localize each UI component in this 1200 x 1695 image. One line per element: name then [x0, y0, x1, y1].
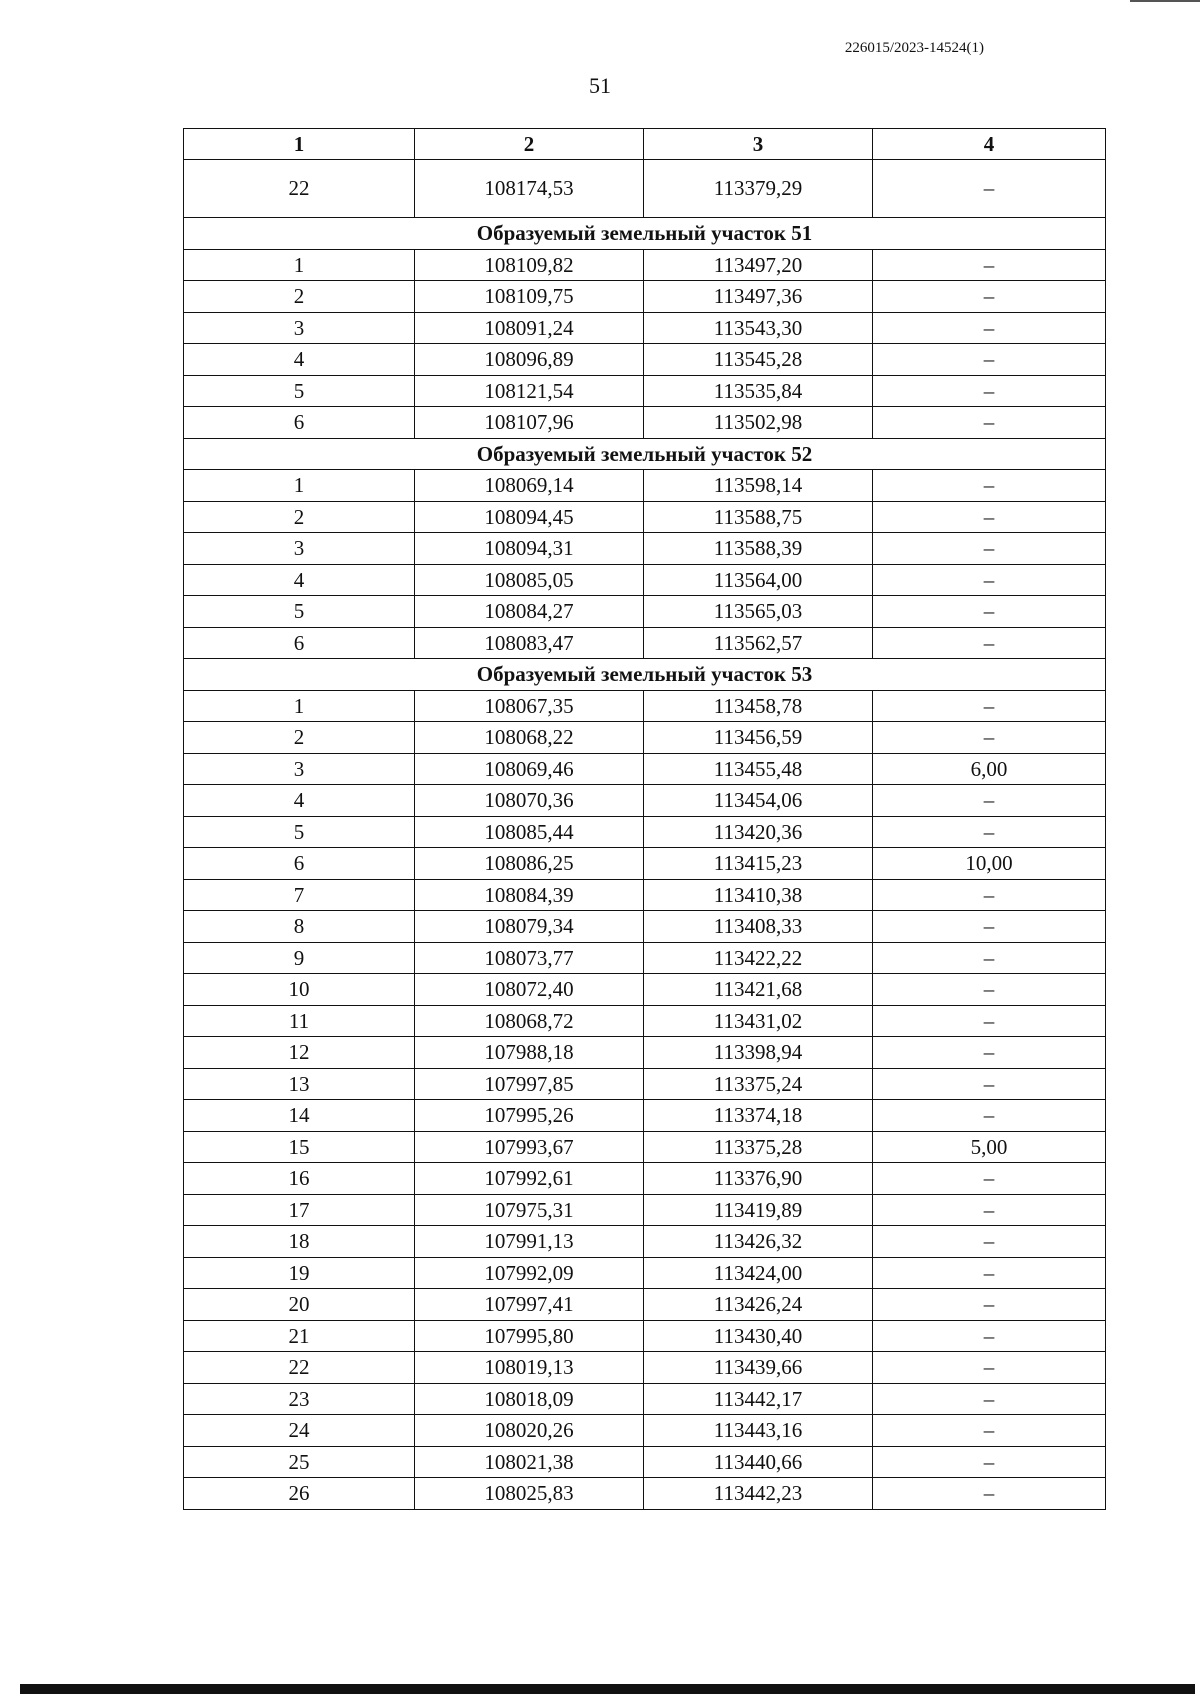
- point-number: 14: [184, 1100, 415, 1132]
- point-number: 10: [184, 974, 415, 1006]
- radius-value: –: [873, 1005, 1106, 1037]
- table-row: [184, 407, 1106, 439]
- radius-value: –: [873, 564, 1106, 596]
- coordinate-x: 108091,24: [415, 312, 644, 344]
- table-row: [184, 1289, 1106, 1321]
- table-row: [184, 722, 1106, 754]
- radius-value: –: [873, 1100, 1106, 1132]
- coordinate-y: 113421,68: [644, 974, 873, 1006]
- point-number: 3: [184, 533, 415, 565]
- coordinate-y: 113443,16: [644, 1415, 873, 1447]
- column-header: 2: [415, 129, 644, 160]
- table-row: [184, 690, 1106, 722]
- table-row: [184, 911, 1106, 943]
- coordinate-x: 108018,09: [415, 1383, 644, 1415]
- coordinate-x: 108079,34: [415, 911, 644, 943]
- table-row: [184, 974, 1106, 1006]
- point-number: 8: [184, 911, 415, 943]
- table-row: [184, 533, 1106, 565]
- coordinate-x: 108084,39: [415, 879, 644, 911]
- point-number: 18: [184, 1226, 415, 1258]
- radius-value: –: [873, 1037, 1106, 1069]
- table-row: [184, 1415, 1106, 1447]
- coordinate-y: 113442,23: [644, 1478, 873, 1510]
- coordinate-y: 113408,33: [644, 911, 873, 943]
- radius-value: –: [873, 312, 1106, 344]
- coordinate-x: 108174,53: [415, 160, 644, 218]
- radius-value: –: [873, 1163, 1106, 1195]
- radius-value: –: [873, 249, 1106, 281]
- coordinate-x: 108085,44: [415, 816, 644, 848]
- table-row: [184, 1163, 1106, 1195]
- coordinate-x: 108020,26: [415, 1415, 644, 1447]
- table-row: [184, 344, 1106, 376]
- radius-value: –: [873, 1068, 1106, 1100]
- section-title: Образуемый земельный участок 53: [184, 659, 1106, 691]
- radius-value: –: [873, 785, 1106, 817]
- table-row: [184, 753, 1106, 785]
- coordinate-x: 108021,38: [415, 1446, 644, 1478]
- radius-value: –: [873, 974, 1106, 1006]
- coordinate-x: 107991,13: [415, 1226, 644, 1258]
- point-number: 17: [184, 1194, 415, 1226]
- radius-value: –: [873, 1415, 1106, 1447]
- table-row: [184, 1320, 1106, 1352]
- table-row: [184, 1446, 1106, 1478]
- scan-mark: [1130, 0, 1200, 2]
- point-number: 6: [184, 848, 415, 880]
- coordinate-x: 107997,41: [415, 1289, 644, 1321]
- point-number: 9: [184, 942, 415, 974]
- coordinate-y: 113564,00: [644, 564, 873, 596]
- point-number: 2: [184, 722, 415, 754]
- radius-value: –: [873, 690, 1106, 722]
- table-row: [184, 1068, 1106, 1100]
- point-number: 15: [184, 1131, 415, 1163]
- page-number: 51: [589, 73, 611, 98]
- point-number: 1: [184, 690, 415, 722]
- coordinate-x: 108069,14: [415, 470, 644, 502]
- radius-value: –: [873, 1226, 1106, 1258]
- table-row: [184, 1352, 1106, 1384]
- point-number: 23: [184, 1383, 415, 1415]
- table-row: [184, 312, 1106, 344]
- coordinate-y: 113375,28: [644, 1131, 873, 1163]
- coordinate-y: 113419,89: [644, 1194, 873, 1226]
- column-header: 4: [873, 129, 1106, 160]
- radius-value: –: [873, 470, 1106, 502]
- table-row: [184, 1005, 1106, 1037]
- coordinate-x: 108068,22: [415, 722, 644, 754]
- section-title: Образуемый земельный участок 52: [184, 438, 1106, 470]
- table-row: [184, 470, 1106, 502]
- coordinate-x: 108096,89: [415, 344, 644, 376]
- coordinate-x: 108109,82: [415, 249, 644, 281]
- coordinate-x: 107975,31: [415, 1194, 644, 1226]
- point-number: 2: [184, 281, 415, 313]
- coordinate-x: 108109,75: [415, 281, 644, 313]
- radius-value: –: [873, 1446, 1106, 1478]
- coordinate-y: 113424,00: [644, 1257, 873, 1289]
- coordinate-y: 113565,03: [644, 596, 873, 628]
- coordinate-x: 108069,46: [415, 753, 644, 785]
- point-number: 19: [184, 1257, 415, 1289]
- radius-value: –: [873, 1289, 1106, 1321]
- radius-value: –: [873, 816, 1106, 848]
- radius-value: –: [873, 1478, 1106, 1510]
- radius-value: –: [873, 1383, 1106, 1415]
- coordinate-y: 113420,36: [644, 816, 873, 848]
- coordinate-y: 113543,30: [644, 312, 873, 344]
- coordinate-x: 107995,26: [415, 1100, 644, 1132]
- radius-value: –: [873, 1257, 1106, 1289]
- coordinate-y: 113422,22: [644, 942, 873, 974]
- point-number: 4: [184, 564, 415, 596]
- point-number: 22: [184, 160, 415, 218]
- coordinate-y: 113598,14: [644, 470, 873, 502]
- point-number: 22: [184, 1352, 415, 1384]
- coordinate-x: 108121,54: [415, 375, 644, 407]
- coordinate-y: 113426,24: [644, 1289, 873, 1321]
- radius-value: –: [873, 160, 1106, 218]
- radius-value: –: [873, 722, 1106, 754]
- section-header-row: [184, 659, 1106, 691]
- coordinate-y: 113458,78: [644, 690, 873, 722]
- radius-value: –: [873, 1352, 1106, 1384]
- table-row: [184, 249, 1106, 281]
- point-number: 6: [184, 407, 415, 439]
- section-header-row: [184, 218, 1106, 250]
- coordinate-y: 113442,17: [644, 1383, 873, 1415]
- coordinate-x: 107993,67: [415, 1131, 644, 1163]
- coordinate-y: 113374,18: [644, 1100, 873, 1132]
- coordinate-x: 108073,77: [415, 942, 644, 974]
- radius-value: –: [873, 911, 1106, 943]
- section-title: Образуемый земельный участок 51: [184, 218, 1106, 250]
- coordinate-x: 108107,96: [415, 407, 644, 439]
- coordinate-x: 107992,61: [415, 1163, 644, 1195]
- section-header-row: [184, 438, 1106, 470]
- radius-value: –: [873, 344, 1106, 376]
- table-row: [184, 1226, 1106, 1258]
- table-row: [184, 785, 1106, 817]
- coordinate-y: 113439,66: [644, 1352, 873, 1384]
- point-number: 24: [184, 1415, 415, 1447]
- radius-value: –: [873, 627, 1106, 659]
- scan-edge-bar: [20, 1684, 1195, 1694]
- point-number: 5: [184, 375, 415, 407]
- table-row: [184, 1478, 1106, 1510]
- radius-value: 10,00: [873, 848, 1106, 880]
- coordinate-y: 113410,38: [644, 879, 873, 911]
- coordinates-table: [183, 128, 1106, 1510]
- table-row: [184, 627, 1106, 659]
- radius-value: –: [873, 1194, 1106, 1226]
- table-row: [184, 1383, 1106, 1415]
- coordinate-y: 113588,75: [644, 501, 873, 533]
- coordinate-y: 113588,39: [644, 533, 873, 565]
- coordinate-x: 108094,31: [415, 533, 644, 565]
- coordinate-x: 108094,45: [415, 501, 644, 533]
- point-number: 6: [184, 627, 415, 659]
- coordinate-y: 113562,57: [644, 627, 873, 659]
- radius-value: –: [873, 501, 1106, 533]
- table-row: [184, 1194, 1106, 1226]
- coordinate-y: 113379,29: [644, 160, 873, 218]
- coordinate-x: 108072,40: [415, 974, 644, 1006]
- table-row: [184, 816, 1106, 848]
- point-number: 3: [184, 312, 415, 344]
- coordinate-y: 113497,20: [644, 249, 873, 281]
- coordinate-x: 108084,27: [415, 596, 644, 628]
- coordinate-x: 108025,83: [415, 1478, 644, 1510]
- coordinate-x: 108070,36: [415, 785, 644, 817]
- table-row: [184, 596, 1106, 628]
- radius-value: –: [873, 533, 1106, 565]
- coordinate-x: 107988,18: [415, 1037, 644, 1069]
- table-row: [184, 942, 1106, 974]
- coordinate-x: 108083,47: [415, 627, 644, 659]
- coordinate-x: 108085,05: [415, 564, 644, 596]
- table-row: [184, 501, 1106, 533]
- coordinate-y: 113454,06: [644, 785, 873, 817]
- coordinate-y: 113415,23: [644, 848, 873, 880]
- point-number: 12: [184, 1037, 415, 1069]
- table-row: [184, 1100, 1106, 1132]
- coordinate-y: 113426,32: [644, 1226, 873, 1258]
- point-number: 5: [184, 816, 415, 848]
- radius-value: –: [873, 407, 1106, 439]
- point-number: 13: [184, 1068, 415, 1100]
- table-header-row: [184, 129, 1106, 160]
- radius-value: –: [873, 942, 1106, 974]
- coordinate-x: 107995,80: [415, 1320, 644, 1352]
- table-row: [184, 160, 1106, 218]
- coordinate-y: 113440,66: [644, 1446, 873, 1478]
- coordinate-x: 107992,09: [415, 1257, 644, 1289]
- table-row: [184, 375, 1106, 407]
- coordinate-x: 108068,72: [415, 1005, 644, 1037]
- table-row: [184, 281, 1106, 313]
- point-number: 4: [184, 785, 415, 817]
- radius-value: –: [873, 879, 1106, 911]
- coordinate-x: 108086,25: [415, 848, 644, 880]
- point-number: 26: [184, 1478, 415, 1510]
- coordinate-y: 113502,98: [644, 407, 873, 439]
- point-number: 1: [184, 249, 415, 281]
- point-number: 2: [184, 501, 415, 533]
- point-number: 5: [184, 596, 415, 628]
- table-row: [184, 1037, 1106, 1069]
- point-number: 25: [184, 1446, 415, 1478]
- point-number: 3: [184, 753, 415, 785]
- table-row: [184, 1131, 1106, 1163]
- radius-value: –: [873, 596, 1106, 628]
- coordinate-y: 113497,36: [644, 281, 873, 313]
- point-number: 7: [184, 879, 415, 911]
- point-number: 16: [184, 1163, 415, 1195]
- table-row: [184, 848, 1106, 880]
- coordinate-y: 113535,84: [644, 375, 873, 407]
- radius-value: 6,00: [873, 753, 1106, 785]
- coordinate-y: 113431,02: [644, 1005, 873, 1037]
- table-row: [184, 1257, 1106, 1289]
- point-number: 4: [184, 344, 415, 376]
- point-number: 21: [184, 1320, 415, 1352]
- column-header: 1: [184, 129, 415, 160]
- table-row: [184, 564, 1106, 596]
- radius-value: –: [873, 375, 1106, 407]
- coordinate-y: 113398,94: [644, 1037, 873, 1069]
- coordinate-y: 113456,59: [644, 722, 873, 754]
- point-number: 1: [184, 470, 415, 502]
- document-id: 226015/2023-14524(1): [844, 40, 984, 56]
- coordinate-x: 108019,13: [415, 1352, 644, 1384]
- coordinate-y: 113375,24: [644, 1068, 873, 1100]
- coordinate-y: 113376,90: [644, 1163, 873, 1195]
- coordinate-x: 108067,35: [415, 690, 644, 722]
- point-number: 11: [184, 1005, 415, 1037]
- point-number: 20: [184, 1289, 415, 1321]
- radius-value: –: [873, 1320, 1106, 1352]
- coordinate-x: 107997,85: [415, 1068, 644, 1100]
- column-header: 3: [644, 129, 873, 160]
- coordinate-y: 113545,28: [644, 344, 873, 376]
- table-row: [184, 879, 1106, 911]
- radius-value: 5,00: [873, 1131, 1106, 1163]
- coordinate-y: 113430,40: [644, 1320, 873, 1352]
- radius-value: –: [873, 281, 1106, 313]
- coordinate-y: 113455,48: [644, 753, 873, 785]
